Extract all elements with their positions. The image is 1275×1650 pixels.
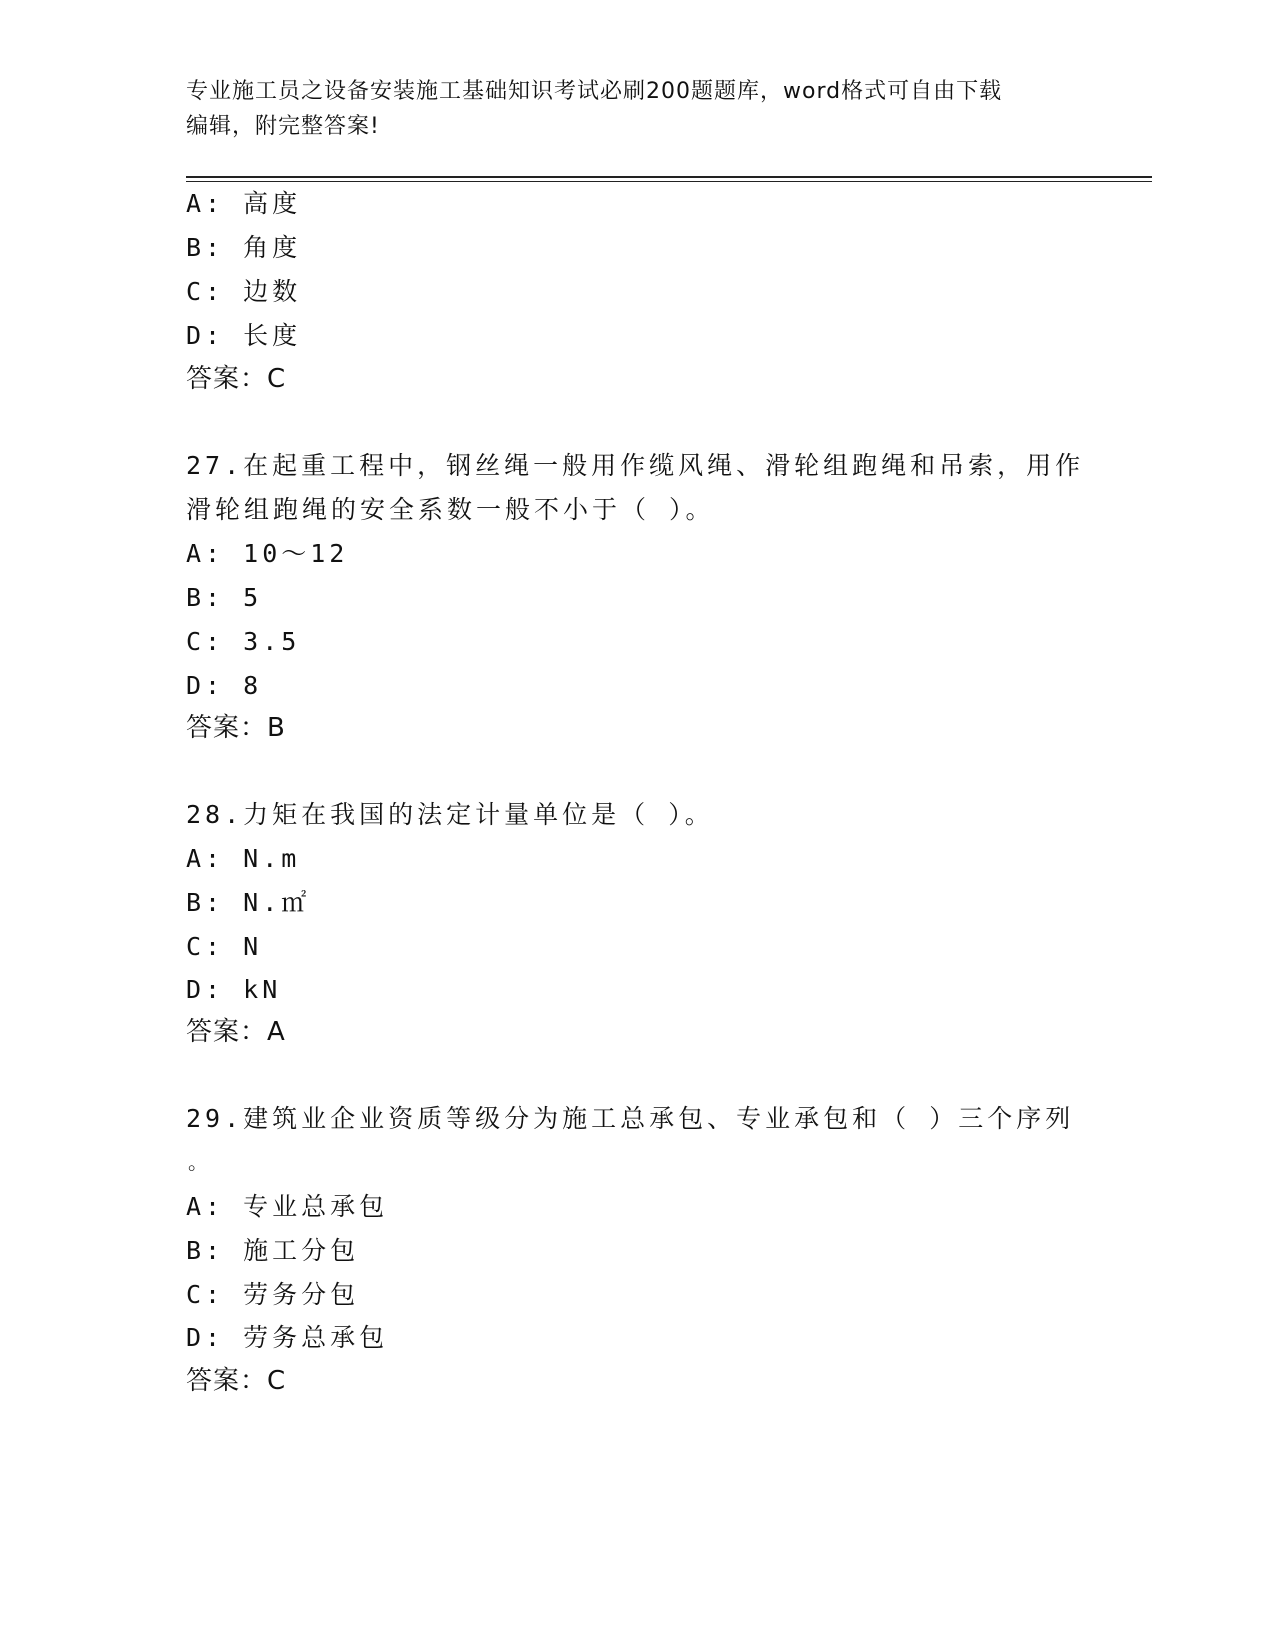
q29-text-line-2: 。 <box>188 1150 208 1174</box>
header-divider-thick <box>186 176 1152 178</box>
q27-option-d: D: 8 <box>186 671 263 700</box>
q29-option-a: A: 专业总承包 <box>186 1192 389 1221</box>
q29-answer: 答案：C <box>186 1366 287 1396</box>
q27-text-line-1: 27.在起重工程中，钢丝绳一般用作缆风绳、滑轮组跑绳和吊索，用作 <box>186 451 1085 480</box>
q27-option-c: C: 3.5 <box>186 627 301 656</box>
q28-option-b: B: N.㎡ <box>186 888 311 917</box>
q28-answer: 答案：A <box>186 1017 286 1047</box>
q29-option-b: B: 施工分包 <box>186 1236 360 1265</box>
q28-text-line-1: 28.力矩在我国的法定计量单位是（ ）。 <box>186 800 714 829</box>
q28-option-d: D: kN <box>186 975 282 1004</box>
q26-answer: 答案：C <box>186 364 287 394</box>
q27-answer: 答案：B <box>186 713 286 743</box>
q28-option-a: A: N.m <box>186 844 301 873</box>
header-line-1: 专业施工员之设备安装施工基础知识考试必刷200题题库，word格式可自由下载 <box>186 79 1003 104</box>
q26-option-d: D: 长度 <box>186 321 302 350</box>
q26-option-a: A: 高度 <box>186 189 302 218</box>
q27-text-line-2: 滑轮组跑绳的安全系数一般不小于（ ）。 <box>186 495 715 524</box>
q28-option-c: C: N <box>186 932 263 961</box>
header-divider-thin <box>186 181 1152 182</box>
document-header <box>186 74 1066 144</box>
q27-option-b: B: 5 <box>186 583 263 612</box>
q29-option-c: C: 劳务分包 <box>186 1280 360 1309</box>
q29-option-d: D: 劳务总承包 <box>186 1323 389 1352</box>
q27-option-a: A: 10～12 <box>186 539 349 568</box>
q26-option-b: B: 角度 <box>186 233 302 262</box>
header-line-2: 编辑，附完整答案! <box>186 114 380 139</box>
q26-option-c: C: 边数 <box>186 277 302 306</box>
q29-text-line-1: 29.建筑业企业资质等级分为施工总承包、专业承包和（ ）三个序列 <box>186 1104 1075 1133</box>
